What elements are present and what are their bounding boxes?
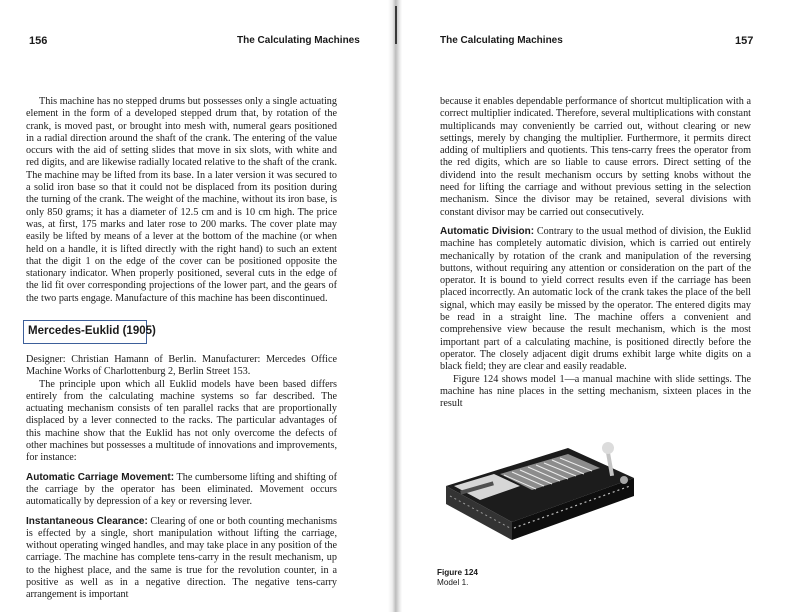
clearance-paragraph	[26, 516, 337, 602]
left-page	[0, 0, 378, 612]
division-heading: Automatic Division:	[440, 225, 535, 237]
left-paragraph-2: The principle upon which all Euklid models have been based differs entirely from the calculating machine systems so far described. The actuating mechanism consists of ten parallel racks that are proportionally displaced by a lever connected to the racks. The particular advantages of this machine show that the Euklid has not only overcome the defects of other machines but possesses a multitude of innovations and improvements, for instance:	[26, 378, 337, 464]
carriage-paragraph	[26, 472, 337, 509]
left-page-number: 156	[29, 35, 48, 47]
figure-caption: Model 1.	[437, 578, 469, 587]
left-paragraph-1: This machine has no stepped drums but possesses only a single actuating element in the form of a developed stepped drum that, by rotation of the crank, is moved past, or brought into mesh with, numeral gears positioned in a radial direction around the shaft of the crank. The entering of the value occurs with the aid of setting slides that move in six slots, with white and red digits, and are likewise radially located relative to the shaft of the crank. The machine may be lifted from its base. In a later version it was secured to a solid iron base so that it could not be displaced from its position during the turning of the crank. The weight of the machine, without its iron base, is only 850 grams; it has a diameter of 12.5 cm and is 10 cm high. The price was, at first, 175 marks and later rose to 200 marks. The cover plate may easily be lifted by means of a lever at the bottom of the machine (or when held on a handle, it is lifted directly with the right hand) to such an extent that the digit 1 on the edge of the cover can be positioned opposite the stationary indicator. When properly positioned, several cuts in the edge of the lid fit over corresponding projections of the lower part, and the gears of the two parts engage. Manufacture of this machine has been discontinued.	[26, 96, 337, 304]
division-text: Contrary to the usual method of division, the Euklid machine has completely automatic division, which is carried out entirely mechanically by rotation of the crank and manipulation of the reversing buttons, without requiring any attention or consideration on the part of the operator. It is bound to yield correct results even if the carriage has been placed incorrectly. An automatic lock of the crank takes the place of the bell signal, which may easily be missed by the operator. The entered digits may be read in a straight line. The machine offers a convenient and comprehensive view because the result mechanism, which is the most important part of a calculating machine, is positioned directly before the operator. The closely adjacent digit drums exhibit large white digits on a black field; they are clear and easily readable.	[440, 225, 752, 373]
right-paragraph-1: because it enables dependable performance of shortcut multiplication with a correct multiplier indicated. Therefore, several multiplications with constant multiplicands may conveniently be carried out, without clearing or new settings, merely by changing the multiplier. Furthermore, it permits direct adding of multipliers and quotients. This tens-carry frees the operator from the red digits, which are so liable to cause errors. Direct setting of the dividend into the result mechanism occurs by setting knobs without the need for lifting the carriage and without previous setting in the selection mechanism. Since the divisor may be retained, several divisions with constant divisor may be carried out consecutively.	[440, 96, 751, 218]
division-paragraph	[440, 226, 751, 374]
carriage-heading: Automatic Carriage Movement:	[26, 471, 175, 483]
euklid-machine-photo	[440, 428, 640, 546]
carriage-text: The cumbersome lifting and shifting of the carriage by the operator has been eliminated. Movement occurs automatically by depression of a key or reversing lever.	[26, 471, 337, 508]
left-body-bottom	[26, 354, 337, 602]
right-paragraph-2: Figure 124 shows model 1—a manual machine with slide settings. The machine has nine places in the setting mechanism, sixteen places in the result	[440, 373, 751, 410]
spine-shadow-mark	[395, 6, 397, 44]
figure-label: Figure 124	[437, 568, 478, 577]
clearance-text: Clearing of one or both counting mechanisms is effected by a single, short manipulation without lifting the carriage, without operating winged handles, and may take place in any position of the carriage. The machine has complete tens-carry in the result mechanism, up to the highest place, and the same is true for the revolution counter, in a positive as well as in a negative direction. The negative tens-carry arrangement is important	[26, 515, 337, 601]
figure-caption-block	[437, 568, 478, 588]
right-page-number: 157	[735, 35, 754, 47]
designer-line: Designer: Christian Hamann of Berlin. Manufacturer: Mercedes Office Machine Works of Charlottenburg 2, Berlin Street 153.	[26, 354, 337, 378]
right-running-header: The Calculating Machines	[440, 35, 563, 46]
clearance-heading: Instantaneous Clearance:	[26, 515, 148, 527]
section-heading: Mercedes-Euklid (1905)	[28, 325, 156, 337]
right-body	[440, 96, 751, 410]
left-running-header: The Calculating Machines	[237, 35, 360, 46]
book-spine	[388, 0, 402, 612]
left-body-top	[26, 96, 337, 305]
